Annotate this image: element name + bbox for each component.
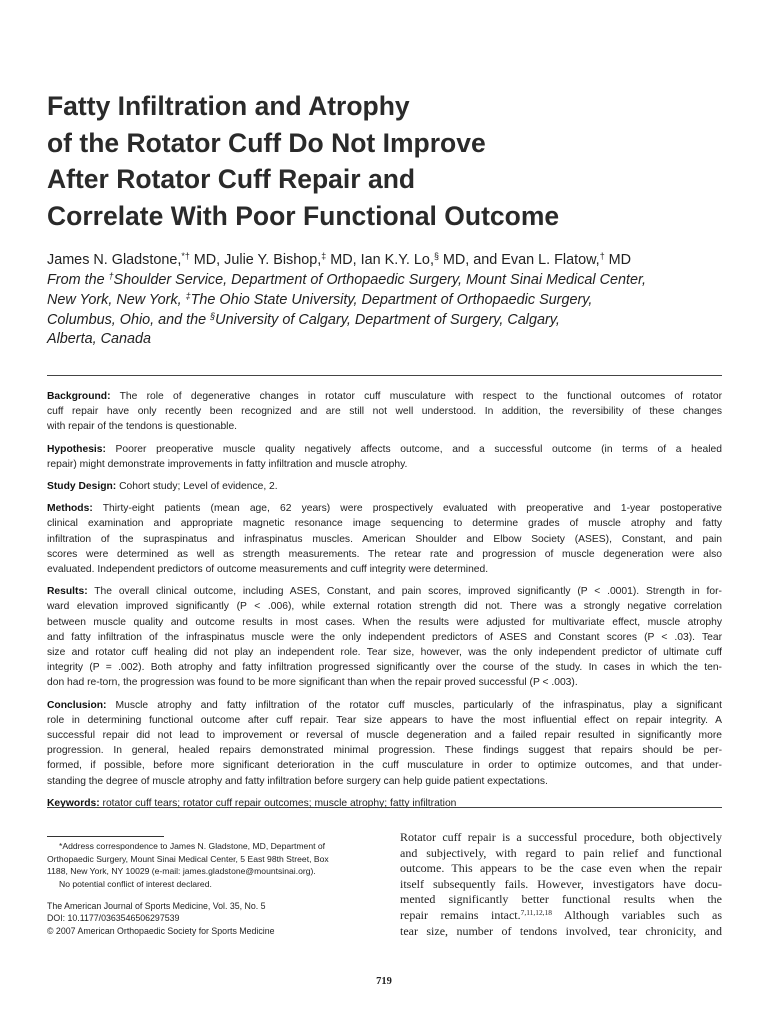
abstract: [47, 389, 722, 818]
body-line: tear size, number of tendons involved, tear chronicity, and: [400, 923, 722, 938]
abstract-top-rule: [47, 375, 722, 376]
article-title: [47, 88, 727, 234]
affiliations: [47, 271, 737, 350]
author-name: MD, Ian K.Y. Lo,: [326, 252, 434, 268]
section-label: Conclusion:: [47, 699, 107, 711]
section-label: Study Design:: [47, 481, 117, 493]
author-name: MD: [604, 252, 632, 268]
footnote-rule: [47, 836, 164, 837]
correspondence-footnote: [47, 840, 377, 890]
body-line: and subjectively, with regard to pain relief and functional: [400, 845, 722, 860]
title-line: of the Rotator Cuff Do Not Improve: [47, 127, 486, 158]
body-line: outcome. This appears to be the case even when the repair: [400, 861, 722, 876]
author-mark: *†: [181, 251, 190, 262]
section-label: Background:: [47, 391, 111, 402]
body-line: itself subsequently fails. However, investigators have docu-: [400, 876, 722, 891]
author-mark: ‡: [321, 251, 327, 262]
body-line: mented significantly better functional results when the: [400, 892, 722, 907]
journal-line: © 2007 American Orthopaedic Society for Sports Medicine: [47, 925, 275, 936]
author-name: MD, Julie Y. Bishop,: [189, 252, 322, 268]
journal-info: [47, 900, 377, 937]
footnote-line: No potential conflict of interest declared.: [59, 878, 212, 889]
affiliation-line: Columbus, Ohio, and the §University of Calgary, Department of Surgery, Calgary,: [47, 310, 560, 328]
body-line: repair remains intact.$^{7,11,12,18}$ Although variables such as: [400, 907, 722, 922]
author-name: MD, and Evan L. Flatow,: [438, 252, 600, 268]
affiliation-line: New York, New York, ‡The Ohio State University, Department of Orthopaedic Surgery,: [47, 290, 593, 308]
journal-line: DOI: 10.1177/0363546506297539: [47, 913, 180, 924]
title-line: Correlate With Poor Functional Outcome: [47, 200, 560, 231]
author-name: James N. Gladstone,: [47, 252, 182, 268]
section-label: Results:: [47, 586, 88, 598]
body-text: [400, 830, 722, 939]
abstract-methods: Methods: Thirty-eight patients (mean age, 62 years) were prospectively evaluated with preoperative and 1-year postoperative clinical examination and appropriate magnetic resonance image sequencing to determine grades of muscle atrophy and fatty infiltration of the supraspinatus and infraspinatus muscles. American Shoulder and Elbow Society (ASES), Constant, and pain scores were determined as well as strength measurements. The retear rate and progression of muscle degeneration were also evaluated. Independent predictors of outcome measurements and cuff integrity were determined.: [47, 503, 722, 576]
author-mark: §: [433, 251, 439, 262]
affiliation-line: From the †Shoulder Service, Department of Orthopaedic Surgery, Mount Sinai Medical Center,: [47, 271, 646, 288]
journal-line: The American Journal of Sports Medicine, Vol. 35, No. 5: [47, 901, 266, 911]
abstract-hypothesis: Hypothesis: Poorer preoperative muscle quality negatively affects outcome, and a successful outcome (in terms of a healed repair) might demonstrate improvements in fatty infiltration and muscle atrophy.: [47, 443, 722, 470]
abstract-results: Results: The overall clinical outcome, including ASES, Constant, and pain scores, improved significantly (P < .0001). Strength in for- ward elevation improved significantly (P < .006), while external rotation strength did not. There was a strongly negative correlation between muscle quality and outcome results in most cases. When the results were adjusted for multivariate effect, muscle atrophy and fatty infiltration of the infraspinatus muscle were the only independent predictors of ASES and Constant scores (P < .03). Tear size and rotator cuff healing did not play an independent role. Tear size, however, was the only independent predictor of ultimate cuff integrity (P = .002). Both atrophy and fatty infiltration progressed significantly over the course of the study. In cases in which the ten- don had re-torn, the progression was found to be more significant than when the repair proved successful (P < .003).: [47, 586, 722, 689]
title-line: After Rotator Cuff Repair and: [47, 164, 416, 194]
citation-ref: 7,11,12,18: [520, 907, 552, 917]
abstract-bottom-rule: [47, 807, 722, 808]
section-label: Hypothesis:: [47, 443, 106, 455]
page-number: 719: [376, 976, 392, 987]
title-line: Fatty Infiltration and Atrophy: [47, 91, 410, 121]
section-label: Keywords:: [47, 797, 100, 809]
section-label: Methods:: [47, 503, 93, 515]
footnote-line: Orthopaedic Surgery, Mount Sinai Medical Center, 5 East 98th Street, Box: [47, 853, 329, 864]
body-line: Rotator cuff repair is a successful procedure, both objectively: [400, 830, 722, 844]
affiliation-line: Alberta, Canada: [47, 331, 152, 348]
abstract-study-design: Study Design: Cohort study; Level of evidence, 2.: [47, 481, 278, 493]
author-mark: †: [599, 251, 605, 262]
footnote-line: *Address correspondence to James N. Gladstone, MD, Department of: [59, 841, 326, 851]
abstract-keywords: Keywords: rotator cuff tears; rotator cuff repair outcomes; muscle atrophy; fatty infiltration: [47, 797, 457, 809]
author-list: [47, 250, 737, 270]
abstract-background: Background: The role of degenerative changes in rotator cuff musculature with respect to the functional outcomes of rotator cuff repair have only recently been recognized and are still not well understood. In addition, the reversibility of these changes with repair of the tendons is questionable.: [47, 391, 722, 433]
footnote-line: 1188, New York, NY 10029 (e-mail: james.gladstone@mountsinai.org).: [47, 866, 316, 877]
abstract-conclusion: Conclusion: Muscle atrophy and fatty infiltration of the rotator cuff muscles, particularly of the infraspinatus, play a significant role in determining functional outcome after cuff repair. Tear size appears to have the most influential effect on repair integrity. A successful repair did not lead to improvement or reversal of muscle degeneration and a failed repair resulted in significantly more progression. In general, healed repairs demonstrated minimal progression. These findings suggest that repairs should be per- formed, if possible, before more significant deterioration in the cuff musculature in order to optimize outcomes, and that under- standing the degree of muscle atrophy and fatty infiltration before surgery can help guide patient expectations.: [47, 699, 722, 787]
